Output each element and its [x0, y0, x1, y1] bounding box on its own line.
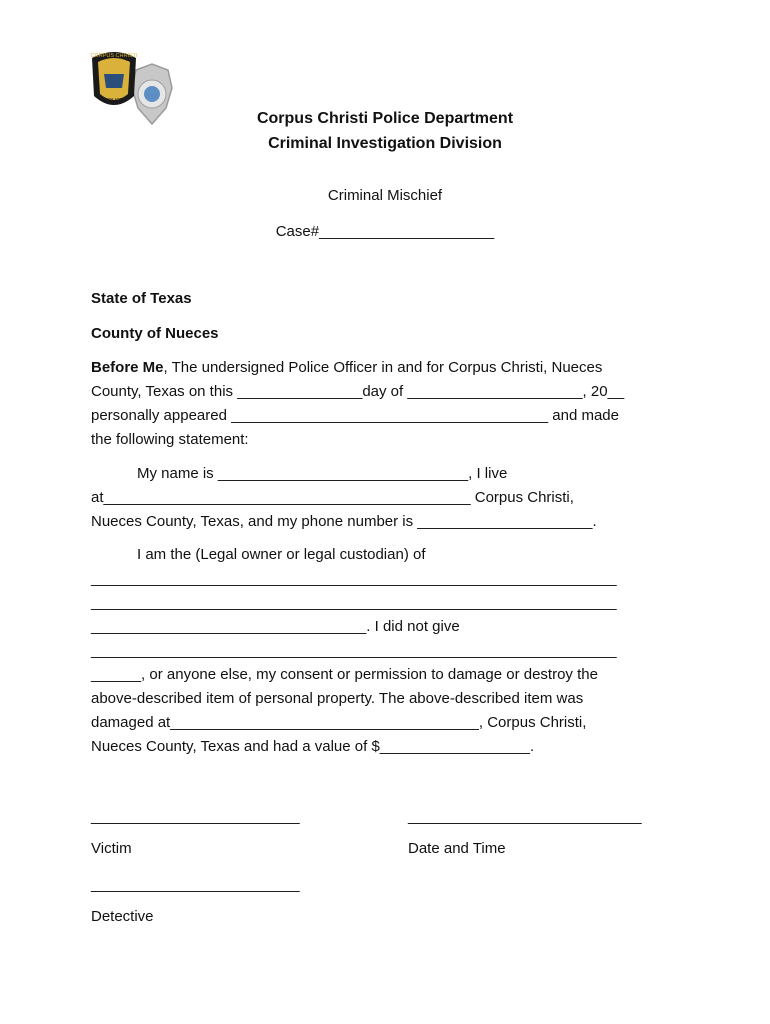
form-title: Criminal Mischief: [327, 187, 443, 204]
county-label: County of Nueces: [91, 325, 219, 342]
name-line: My name is ______________________________, I live: [137, 465, 508, 482]
property-line-3: _________________________________. I did not give: [91, 618, 460, 635]
case-number-field: Case#_____________________: [275, 223, 495, 240]
statement-line-2: County, Texas on this _______________day of _____________________, 20__: [91, 383, 625, 400]
victim-label: Victim: [91, 840, 132, 857]
property-line-2: _______________________________________________________________: [91, 594, 617, 611]
phone-line: Nueces County, Texas, and my phone number is _____________________.: [91, 513, 597, 530]
victim-signature-line: _________________________: [91, 808, 300, 825]
svg-text:CORPUS CHRISTI: CORPUS CHRISTI: [90, 53, 138, 59]
owner-line: I am the (Legal owner or legal custodian) of: [137, 546, 426, 563]
item-line: above-described item of personal property. The above-described item was: [91, 690, 584, 707]
damage-location-line: damaged at_____________________________________, Corpus Christi,: [91, 714, 587, 731]
statement-line-3: personally appeared ______________________________________ and made: [91, 407, 619, 424]
property-line-1: _______________________________________________________________: [91, 570, 617, 587]
date-time-label: Date and Time: [408, 840, 506, 857]
address-line: at____________________________________________ Corpus Christi,: [91, 489, 574, 506]
statement-line-1: Before Me, The undersigned Police Officer in and for Corpus Christi, Nueces: [91, 359, 603, 376]
state-label: State of Texas: [91, 290, 192, 307]
svg-text:POLICE: POLICE: [104, 98, 124, 104]
date-signature-line: ____________________________: [408, 808, 642, 825]
value-line: Nueces County, Texas and had a value of $__________________.: [91, 738, 535, 755]
consent-line: ______, or anyone else, my consent or permission to damage or destroy the: [91, 666, 598, 683]
detective-signature-line: _________________________: [91, 876, 300, 893]
statement-line-4: the following statement:: [91, 431, 249, 448]
department-name: Corpus Christi Police Department: [256, 110, 514, 127]
detective-label: Detective: [91, 908, 154, 925]
before-me-text: Before Me: [91, 359, 164, 376]
division-name: Criminal Investigation Division: [268, 135, 502, 152]
suspect-line: _______________________________________________________________: [91, 642, 617, 659]
gold-patch-icon: [90, 52, 138, 105]
